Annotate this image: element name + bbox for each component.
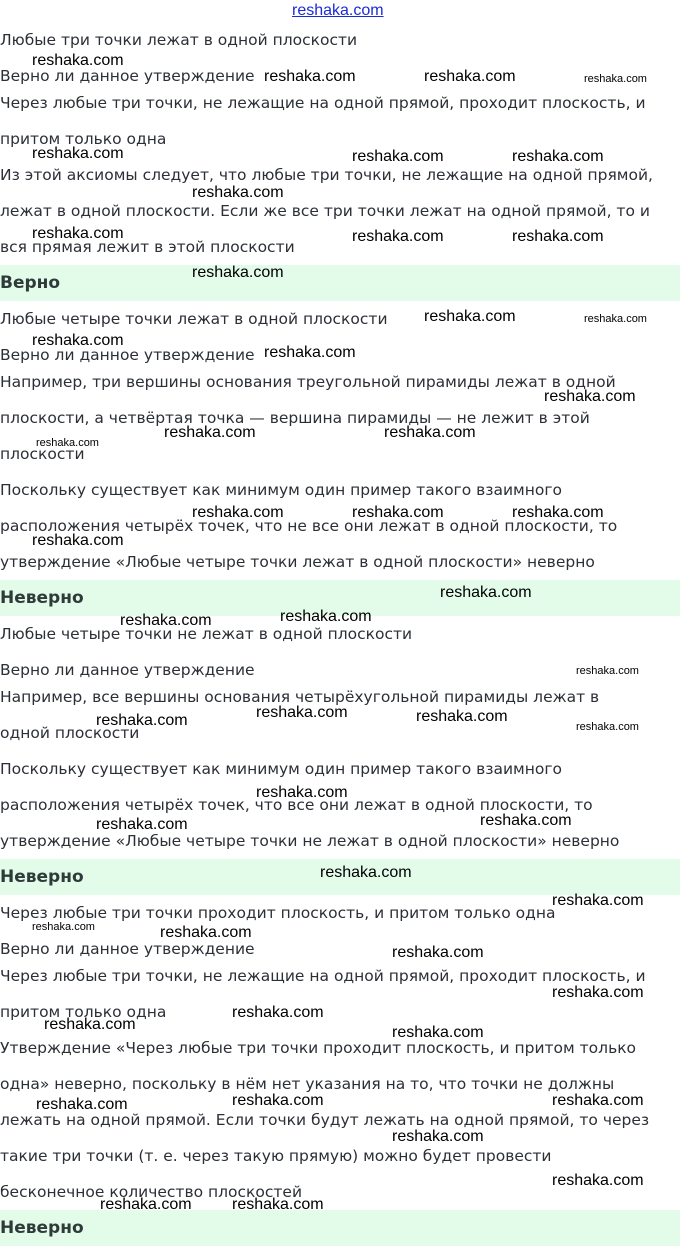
explanation-line: плоскости, а четвёртая точка — вершина пирамиды — не лежит в этой bbox=[0, 409, 590, 427]
watermark: reshaka.com bbox=[32, 225, 124, 242]
watermark: reshaka.com bbox=[44, 1016, 136, 1033]
explanation-line: Из этой аксиомы следует, что любые три точки, не лежащие на одной прямой, bbox=[0, 166, 653, 184]
explanation-line: вся прямая лежит в этой плоскости bbox=[0, 238, 295, 256]
explanation-line: бесконечное количество плоскостей bbox=[0, 1183, 303, 1201]
watermark: reshaka.com bbox=[416, 708, 508, 725]
watermark: reshaka.com bbox=[320, 864, 412, 881]
watermark: reshaka.com bbox=[96, 816, 188, 833]
watermark: reshaka.com bbox=[512, 148, 604, 165]
watermark: reshaka.com bbox=[32, 52, 124, 69]
explanation-line: утверждение «Любые четыре точки лежат в одной плоскости» неверно bbox=[0, 553, 595, 571]
watermark: reshaka.com bbox=[512, 228, 604, 245]
explanation-line: одна» неверно, поскольку в нём нет указания на то, что точки не должны bbox=[0, 1075, 615, 1093]
explanation-line: Поскольку существует как минимум один пример такого взаимного bbox=[0, 481, 562, 499]
question: Верно ли данное утверждение bbox=[0, 346, 255, 364]
explanation-line: Например, все вершины основания четырёхугольной пирамиды лежат в bbox=[0, 688, 600, 706]
question: Верно ли данное утверждение bbox=[0, 940, 255, 958]
watermark: reshaka.com bbox=[32, 145, 124, 162]
explanation-line: расположения четырёх точек, что все они лежат в одной плоскости, то bbox=[0, 796, 593, 814]
answer-bar bbox=[0, 265, 680, 301]
watermark: reshaka.com bbox=[232, 1004, 324, 1021]
question: Верно ли данное утверждение bbox=[0, 67, 255, 85]
watermark: reshaka.com bbox=[576, 721, 639, 733]
answer-text: Неверно bbox=[0, 867, 84, 887]
watermark: reshaka.com bbox=[552, 1172, 644, 1189]
watermark: reshaka.com bbox=[512, 504, 604, 521]
watermark: reshaka.com bbox=[552, 1092, 644, 1109]
answer-text: Неверно bbox=[0, 1218, 84, 1238]
watermark: reshaka.com bbox=[264, 68, 356, 85]
watermark: reshaka.com bbox=[424, 68, 516, 85]
watermark: reshaka.com bbox=[352, 504, 444, 521]
explanation-line: лежать на одной прямой. Если точки будут лежать на одной прямой, то через bbox=[0, 1111, 650, 1129]
watermark: reshaka.com bbox=[384, 424, 476, 441]
watermark: reshaka.com bbox=[192, 184, 284, 201]
explanation-line: утверждение «Любые четыре точки не лежат в одной плоскости» неверно bbox=[0, 832, 620, 850]
statement: Через любые три точки проходит плоскость, и притом только одна bbox=[0, 904, 556, 922]
explanation-line: притом только одна bbox=[0, 130, 167, 148]
watermark: reshaka.com bbox=[232, 1092, 324, 1109]
explanation-line: такие три точки (т. е. через такую прямую) можно будет провести bbox=[0, 1147, 552, 1165]
watermark: reshaka.com bbox=[36, 437, 99, 449]
watermark: reshaka.com bbox=[584, 73, 647, 85]
explanation-line: одной плоскости bbox=[0, 724, 140, 742]
explanation-line: лежат в одной плоскости. Если же все три точки лежат на одной прямой, то и bbox=[0, 202, 650, 220]
explanation-line: Через любые три точки, не лежащие на одной прямой, проходит плоскость, и bbox=[0, 94, 646, 112]
watermark: reshaka.com bbox=[264, 344, 356, 361]
watermark: reshaka.com bbox=[552, 892, 644, 909]
watermark: reshaka.com bbox=[32, 332, 124, 349]
watermark: reshaka.com bbox=[392, 944, 484, 961]
watermark: reshaka.com bbox=[160, 924, 252, 941]
watermark: reshaka.com bbox=[192, 264, 284, 281]
watermark: reshaka.com bbox=[552, 984, 644, 1001]
explanation-line: Например, три вершины основания треугольной пирамиды лежат в одной bbox=[0, 373, 616, 391]
answer-text: Неверно bbox=[0, 588, 84, 608]
watermark: reshaka.com bbox=[96, 712, 188, 729]
statement: Любые три точки лежат в одной плоскости bbox=[0, 31, 358, 49]
watermark: reshaka.com bbox=[32, 921, 95, 933]
watermark: reshaka.com bbox=[424, 308, 516, 325]
statement: Любые четыре точки лежат в одной плоскости bbox=[0, 310, 388, 328]
explanation-line: притом только одна bbox=[0, 1003, 167, 1021]
watermark: reshaka.com bbox=[584, 313, 647, 325]
explanation-line: Поскольку существует как минимум один пример такого взаимного bbox=[0, 760, 562, 778]
watermark: reshaka.com bbox=[280, 608, 372, 625]
answer-bar bbox=[0, 1210, 680, 1246]
explanation-line: плоскости bbox=[0, 445, 85, 463]
watermark: reshaka.com bbox=[352, 148, 444, 165]
watermark: reshaka.com bbox=[164, 424, 256, 441]
statement: Любые четыре точки не лежат в одной плоскости bbox=[0, 625, 413, 643]
explanation-line: расположения четырёх точек, что не все они лежат в одной плоскости, то bbox=[0, 517, 618, 535]
explanation-line: Утверждение «Через любые три точки проходит плоскость, и притом только bbox=[0, 1039, 637, 1057]
watermark: reshaka.com bbox=[392, 1128, 484, 1145]
watermark: reshaka.com bbox=[544, 388, 636, 405]
watermark: reshaka.com bbox=[232, 1196, 324, 1213]
watermark: reshaka.com bbox=[100, 1196, 192, 1213]
watermark: reshaka.com bbox=[32, 532, 124, 549]
watermark: reshaka.com bbox=[576, 665, 639, 677]
watermark: reshaka.com bbox=[256, 784, 348, 801]
question: Верно ли данное утверждение bbox=[0, 661, 255, 679]
watermark: reshaka.com bbox=[120, 612, 212, 629]
watermark: reshaka.com bbox=[440, 584, 532, 601]
watermark: reshaka.com bbox=[392, 1024, 484, 1041]
watermark: reshaka.com bbox=[36, 1096, 128, 1113]
watermark: reshaka.com bbox=[352, 228, 444, 245]
watermark: reshaka.com bbox=[192, 504, 284, 521]
site-link[interactable]: reshaka.com bbox=[292, 2, 384, 19]
watermark: reshaka.com bbox=[480, 812, 572, 829]
answer-text: Верно bbox=[0, 273, 61, 293]
explanation-line: Через любые три точки, не лежащие на одной прямой, проходит плоскость, и bbox=[0, 967, 646, 985]
watermark: reshaka.com bbox=[256, 704, 348, 721]
